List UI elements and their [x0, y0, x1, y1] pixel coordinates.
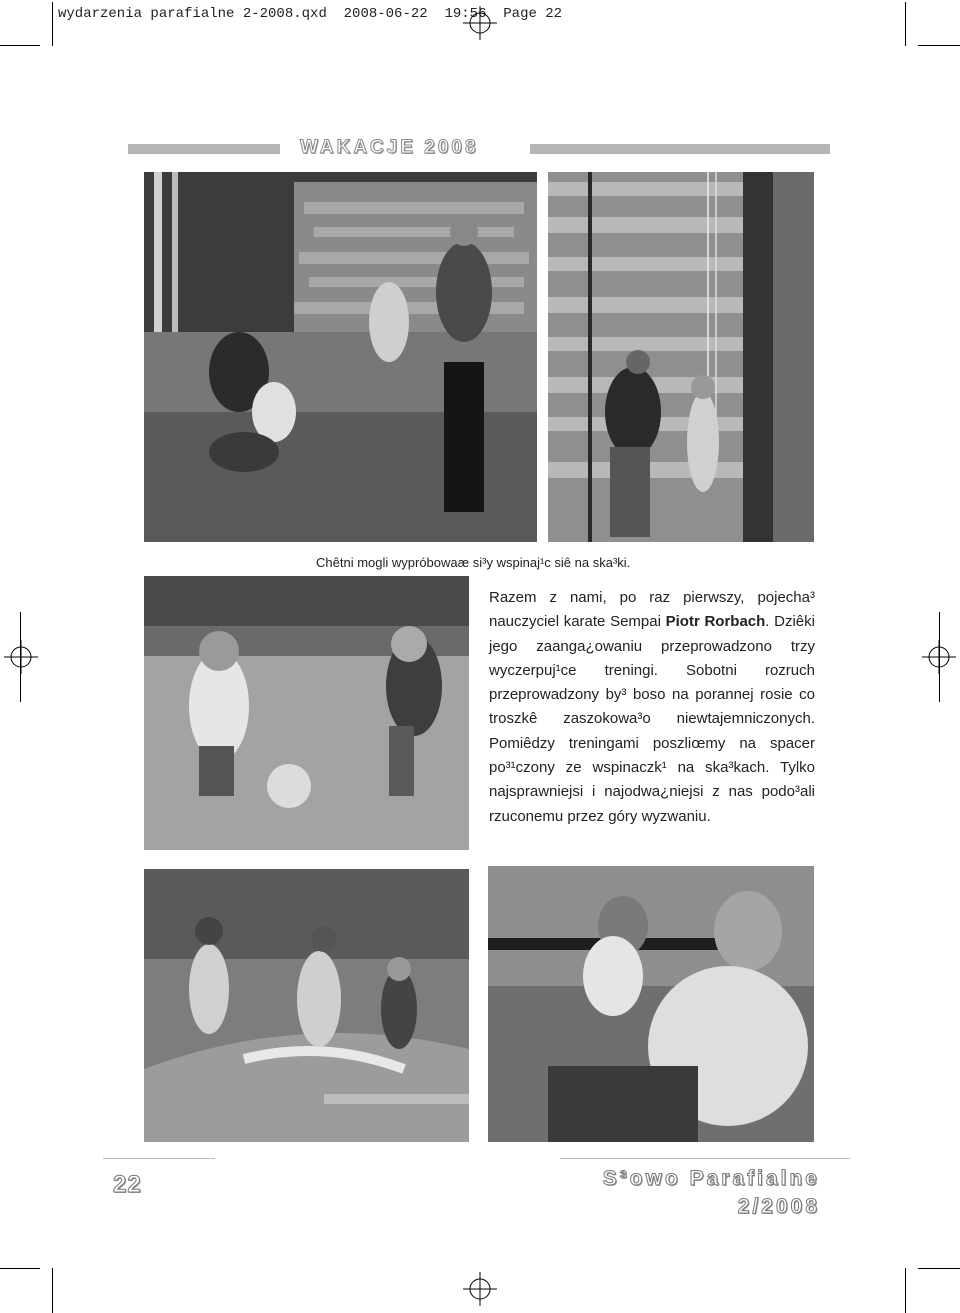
file-slug: wydarzenia parafialne 2-2008.qxd 2008-06-22 19:56 Page 22: [58, 6, 563, 22]
crop-mark: [52, 1268, 53, 1313]
header-bar-left: [128, 144, 280, 154]
crop-mark: [905, 1268, 906, 1313]
photo-man-with-rifle: [488, 866, 814, 1142]
photo-children-ball: [144, 576, 469, 850]
crop-mark: [52, 2, 53, 46]
registration-mark-icon: [463, 6, 497, 40]
article-intro: Razem z nami, po raz pierwszy, pojecha³ nauczyciel karate Sempai: [489, 589, 815, 631]
crop-mark: [918, 1268, 960, 1269]
photo-stream-crossing: [144, 869, 469, 1142]
photo-forest-rocks: [144, 172, 537, 542]
photo-rock-climbing: [548, 172, 814, 542]
crop-mark: [0, 45, 40, 46]
crop-mark: [0, 1268, 40, 1269]
crop-mark: [20, 612, 21, 702]
footer-rule-right: [560, 1158, 850, 1159]
person-name: Piotr Rorbach: [665, 613, 766, 631]
crop-mark: [939, 612, 940, 702]
crop-mark: [905, 2, 906, 46]
crop-mark: [918, 45, 960, 46]
photo-caption: Chêtni mogli wypróbowaæ si³y wspinaj¹c siê na ska³ki.: [316, 555, 631, 570]
page-number: 22: [113, 1171, 142, 1198]
header-bar-right: [530, 144, 830, 154]
magazine-issue: 2/2008: [737, 1195, 820, 1218]
registration-mark-icon: [4, 640, 38, 674]
section-title: WAKACJE 2008: [300, 137, 479, 158]
article-rest: . Dziêki jego zaanga¿owaniu przeprowadzono trzy wyczerpuj¹ce treningi. Sobotni rozruch przeprowadzony by³ boso na porannej rosie co troszkê zaszokowa³o niewtajemniczonych. Pomiêdzy treningami poszliœmy na spacer po³¹czony ze wspinaczk¹ na ska³kach. Tylko najsprawniejsi i najodwa¿niejsi z nas podo³ali rzuconemu przez góry wyzwaniu.: [489, 613, 815, 825]
footer-rule-left: [103, 1158, 215, 1159]
article-body: [489, 586, 815, 829]
magazine-title: S³owo Parafialne: [602, 1167, 820, 1190]
registration-mark-icon: [463, 1272, 497, 1306]
article-paragraph: [489, 586, 815, 829]
